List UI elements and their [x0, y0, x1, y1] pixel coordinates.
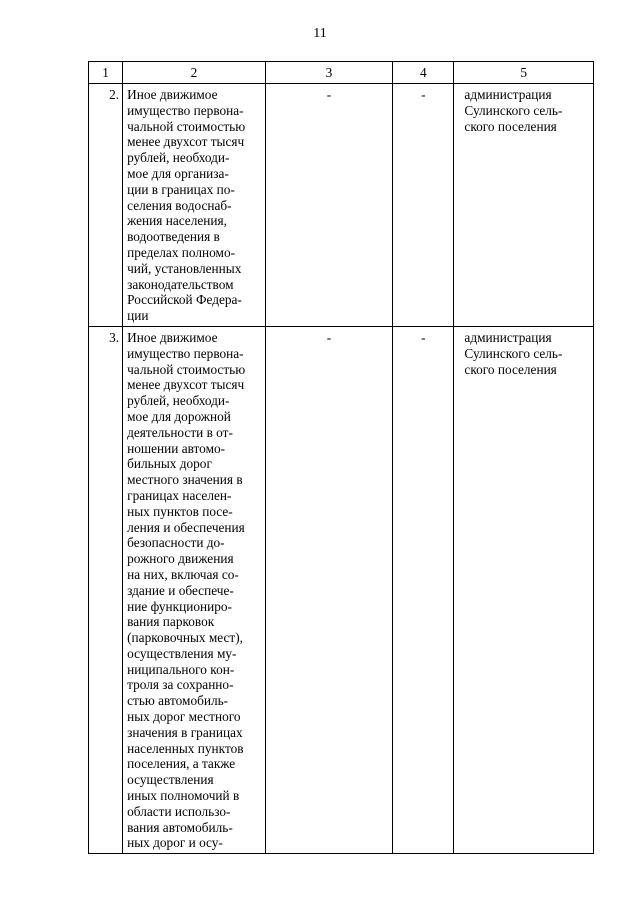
text-line: Иное движимое — [127, 329, 218, 345]
text-line: ношении автомо- — [127, 440, 226, 456]
text-line: жения населения, — [127, 213, 227, 229]
text-line: вания автомобиль- — [127, 819, 233, 835]
text-line: осуществления — [127, 772, 214, 788]
column-header-5: 5 — [454, 62, 594, 84]
row-number: 3. — [89, 326, 123, 853]
owner-name — [454, 84, 594, 327]
column-header-4: 4 — [393, 62, 454, 84]
text-line: селения водоснаб- — [127, 197, 232, 213]
text-line: ского поселения — [464, 118, 557, 134]
text-line: мое для организа- — [127, 165, 229, 181]
text-line: ниципального кон- — [127, 661, 235, 677]
text-line: рублей, необходи- — [127, 393, 230, 409]
text-line: пределах полномо- — [127, 244, 236, 260]
text-line: вания парковок — [127, 614, 215, 630]
text-line: Сулинского сель- — [464, 102, 563, 118]
text-line: мое для дорожной — [127, 408, 231, 424]
column-3-value: - — [265, 84, 393, 327]
text-line: администрация — [464, 329, 552, 345]
text-line: ского поселения — [464, 361, 557, 377]
property-description — [123, 326, 266, 853]
column-4-value: - — [393, 326, 454, 853]
text-line: чальной стоимостью — [127, 118, 246, 134]
table-header-row — [89, 62, 594, 84]
text-line: на них, включая со- — [127, 566, 239, 582]
text-line: ции в границах по- — [127, 181, 235, 197]
text-line: ных дорог и осу- — [127, 835, 223, 851]
text-line: границах населен- — [127, 487, 232, 503]
text-line: водоотведения в — [127, 229, 220, 245]
text-line: стью автомобиль- — [127, 693, 229, 709]
text-line: менее двухсот тысяч — [127, 377, 245, 393]
text-line: Сулинского сель- — [464, 345, 563, 361]
text-line: населенных пунктов — [127, 740, 244, 756]
property-description — [123, 84, 266, 327]
text-line: Российской Федера- — [127, 292, 242, 308]
text-line: области использо- — [127, 803, 231, 819]
column-header-1: 1 — [89, 62, 123, 84]
text-line: здание и обеспече- — [127, 582, 234, 598]
text-line: законодательством — [127, 276, 234, 292]
table-row — [89, 326, 594, 853]
text-line: чий, установленных — [127, 260, 242, 276]
text-line: поселения, а также — [127, 756, 236, 772]
text-line: бильных дорог — [127, 456, 212, 472]
text-line: ции — [127, 308, 149, 324]
row-number: 2. — [89, 84, 123, 327]
text-line: значения в границах — [127, 724, 243, 740]
page-number: 11 — [313, 26, 327, 41]
text-line: имущество первона- — [127, 102, 244, 118]
column-header-2: 2 — [123, 62, 266, 84]
text-line: ных пунктов посе- — [127, 503, 233, 519]
column-header-3: 3 — [265, 62, 393, 84]
table-row — [89, 84, 594, 327]
column-3-value: - — [265, 326, 393, 853]
text-line: рублей, необходи- — [127, 150, 230, 166]
property-table — [88, 61, 594, 854]
text-line: Иное движимое — [127, 87, 218, 102]
text-line: имущество первона- — [127, 345, 244, 361]
text-line: иных полномочий в — [127, 788, 240, 804]
text-line: ления и обеспечения — [127, 519, 245, 535]
text-line: безопасности до- — [127, 535, 225, 551]
text-line: менее двухсот тысяч — [127, 134, 245, 150]
text-line: ных дорог местного — [127, 709, 241, 725]
text-line: администрация — [464, 87, 552, 102]
owner-name — [454, 326, 594, 853]
text-line: рожного движения — [127, 551, 234, 567]
text-line: местного значения в — [127, 472, 243, 488]
column-4-value: - — [393, 84, 454, 327]
text-line: ние функциониро- — [127, 598, 232, 614]
text-line: (парковочных мест), — [127, 630, 243, 646]
text-line: деятельности в от- — [127, 424, 233, 440]
text-line: осуществления му- — [127, 645, 237, 661]
text-line: троля за сохранно- — [127, 677, 234, 693]
text-line: чальной стоимостью — [127, 361, 246, 377]
